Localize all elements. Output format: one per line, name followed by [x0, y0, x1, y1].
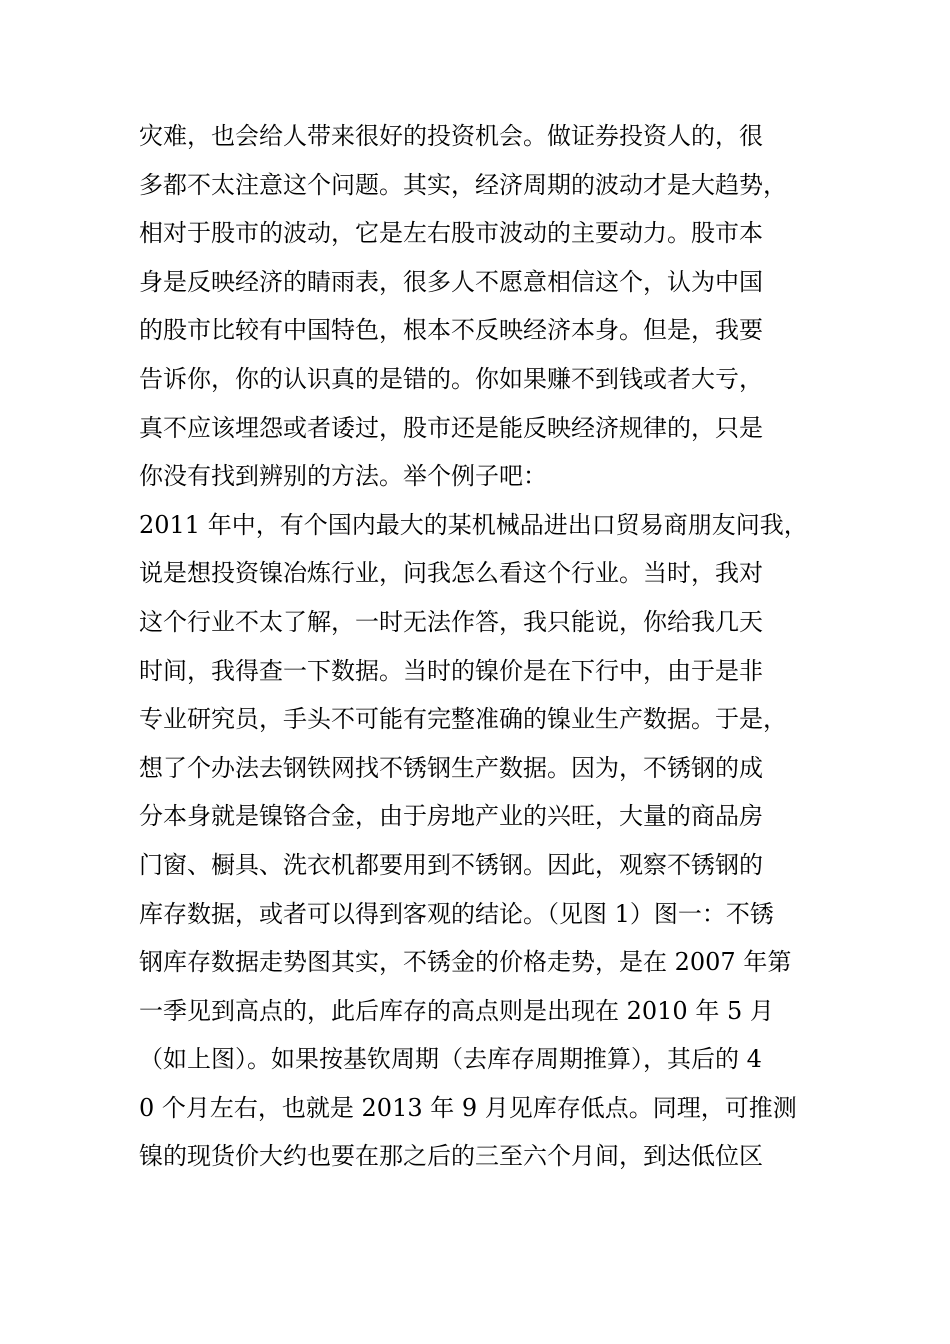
text-line: 门窗、橱具、洗衣机都要用到不锈钢。因此，观察不锈钢的	[139, 850, 763, 879]
text-line: 这个行业不太了解，一时无法作答，我只能说，你给我几天	[139, 607, 763, 636]
text-line: 你没有找到辨别的方法。举个例子吧：	[139, 462, 547, 491]
text-line: 真不应该埋怨或者诿过，股市还是能反映经济规律的，只是	[139, 413, 763, 442]
text-line: 多都不太注意这个问题。其实，经济周期的波动才是大趋势，	[139, 170, 787, 199]
text-line: （如上图）。如果按基钦周期（去库存周期推算），其后的 4	[139, 1045, 762, 1074]
text-line: 专业研究员，手头不可能有完整准确的镍业生产数据。于是，	[139, 705, 787, 734]
text-line: 钢库存数据走势图其实，不锈金的价格走势，是在 2007 年第	[139, 948, 792, 977]
text-line: 想了个办法去钢铁网找不锈钢生产数据。因为，不锈钢的成	[139, 753, 763, 782]
text-line: 镍的现货价大约也要在那之后的三至六个月间，到达低位区	[139, 1142, 763, 1171]
text-line: 说是想投资镍冶炼行业，问我怎么看这个行业。当时，我对	[139, 559, 763, 588]
text-line: 时间，我得查一下数据。当时的镍价是在下行中，由于是非	[139, 656, 763, 685]
body-text	[139, 112, 839, 1181]
text-line: 身是反映经济的睛雨表，很多人不愿意相信这个，认为中国	[139, 267, 763, 296]
text-line: 库存数据，或者可以得到客观的结论。（见图 1）图一：不锈	[139, 899, 774, 928]
text-line: 灾难，也会给人带来很好的投资机会。做证券投资人的，很	[139, 122, 763, 150]
text-line: 2011 年中，有个国内最大的某机械品进出口贸易商朋友问我，	[139, 510, 808, 539]
text-line: 相对于股市的波动，它是左右股市波动的主要动力。股市本	[139, 219, 763, 248]
text-line: 分本身就是镍铬合金，由于房地产业的兴旺，大量的商品房	[139, 802, 763, 831]
text-line: 的股市比较有中国特色，根本不反映经济本身。但是，我要	[139, 316, 763, 345]
text-line: 0 个月左右，也就是 2013 年 9 月见库存低点。同理，可推测	[139, 1093, 797, 1122]
text-line: 告诉你，你的认识真的是错的。你如果赚不到钱或者大亏，	[139, 364, 763, 393]
text-line: 一季见到高点的，此后库存的高点则是出现在 2010 年 5 月	[139, 996, 774, 1025]
